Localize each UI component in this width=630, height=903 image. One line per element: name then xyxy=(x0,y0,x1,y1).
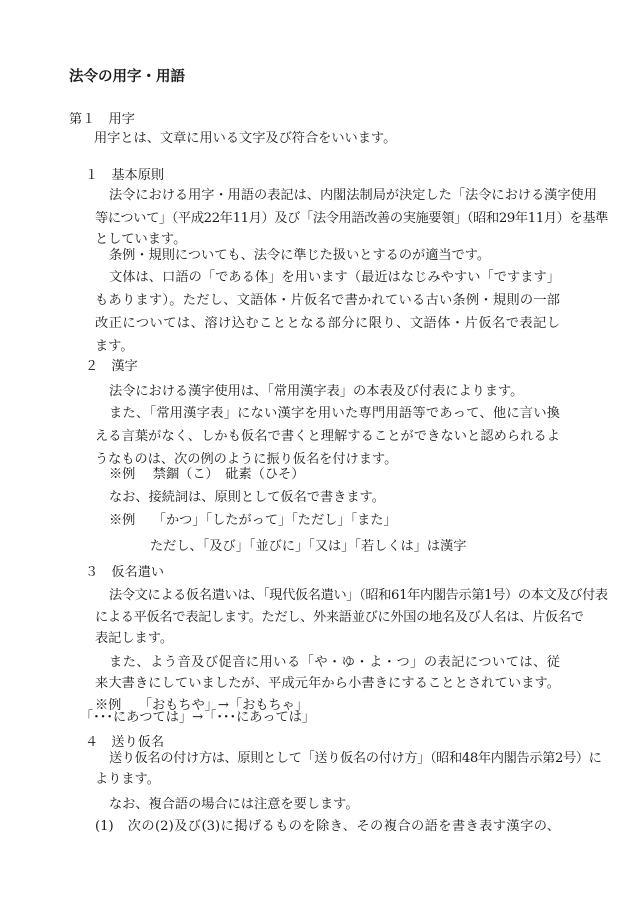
subsection-heading: １ 基本原則 xyxy=(85,168,165,183)
paragraph-line: 改正については、溶け込むこととなる部分に限り、文語体・片仮名で表記し xyxy=(95,316,560,331)
example-line: ※例 禁錮（こ） 砒素（ひそ） xyxy=(109,467,305,482)
paragraph-line: なお、複合語の場合には注意を要します。 xyxy=(109,797,359,812)
section-heading: 第１ 用字 xyxy=(69,112,135,127)
paragraph-line: うなものは、次の例のように振り仮名を付けます。 xyxy=(95,452,398,467)
paragraph-line: 法令における漢字使用は、「常用漢字表」の本表及び付表によります。 xyxy=(109,384,524,399)
paragraph-line: 法令文による仮名遣いは、「現代仮名遣い」（昭和61年内閣告示第1号）の本文及び付表 xyxy=(109,588,608,603)
page-title: 法令の用字・用語 xyxy=(69,69,185,85)
subsection-heading: ３ 仮名遣い xyxy=(85,565,165,580)
subsection-heading: ２ 漢字 xyxy=(85,359,138,374)
example-line: ※例 「おもちや」→「おもちゃ」 xyxy=(95,698,309,713)
paragraph-line: また、よう音及び促音に用いる「や・ゆ・よ・つ」の表記については、従 xyxy=(109,655,560,670)
paragraph-line: もあります）。ただし、文語体・片仮名で書かれている古い条例・規則の一部 xyxy=(95,293,560,308)
example-line: ※例 「かつ」「したがって」「ただし」「また」 xyxy=(109,513,397,528)
paragraph-line: 条例・規則についても、法令に準じた扱いとするのが適当です。 xyxy=(109,248,491,263)
list-item: (1) 次の(2)及び(3)に掲げるものを除き、その複合の語を書き表す漢字の、 xyxy=(95,819,560,834)
paragraph-line: 来大書きにしていましたが、平成元年から小書きにすることとされています。 xyxy=(95,676,560,691)
paragraph-line: よります。 xyxy=(95,772,160,787)
paragraph-line: 送り仮名の付け方は、原則として「送り仮名の付け方」（昭和48年内閣告示第2号）に xyxy=(109,751,602,766)
paragraph-line: 法令における用字・用語の表記は、内閣法制局が決定した「法令における漢字使用 xyxy=(109,188,597,203)
example-line: 「･･･にあつては」→「･･･にあっては」 xyxy=(80,710,316,725)
paragraph-line: える言葉がなく、しかも仮名で書くと理解することができないと認められるよ xyxy=(95,429,560,444)
paragraph-line: 表記します。 xyxy=(95,631,174,646)
subsection-heading: ４ 送り仮名 xyxy=(85,735,165,750)
paragraph-line: 文体は、口語の「である体」を用います（最近はなじみやすい「ですます」 xyxy=(109,270,560,285)
paragraph-line: としています。 xyxy=(95,232,187,247)
example-line: ただし、「及び」「並びに」「又は」「若しくは」は漢字 xyxy=(150,539,467,554)
paragraph-line: ます。 xyxy=(95,339,134,354)
paragraph-line: による平仮名で表記します。ただし、外来語並びに外国の地名及び人名は、片仮名で xyxy=(95,610,584,625)
paragraph-line: 等について」（平成22年11月）及び「法令用語改善の実施要領」（昭和29年11月）を基準 xyxy=(95,211,609,226)
paragraph-line: なお、接続詞は、原則として仮名で書きます。 xyxy=(109,490,385,505)
paragraph-line: 用字とは、文章に用いる文字及び符合をいいます。 xyxy=(94,131,397,146)
paragraph-line: また、「常用漢字表」にない漢字を用いた専門用語等であって、他に言い換 xyxy=(109,406,560,421)
